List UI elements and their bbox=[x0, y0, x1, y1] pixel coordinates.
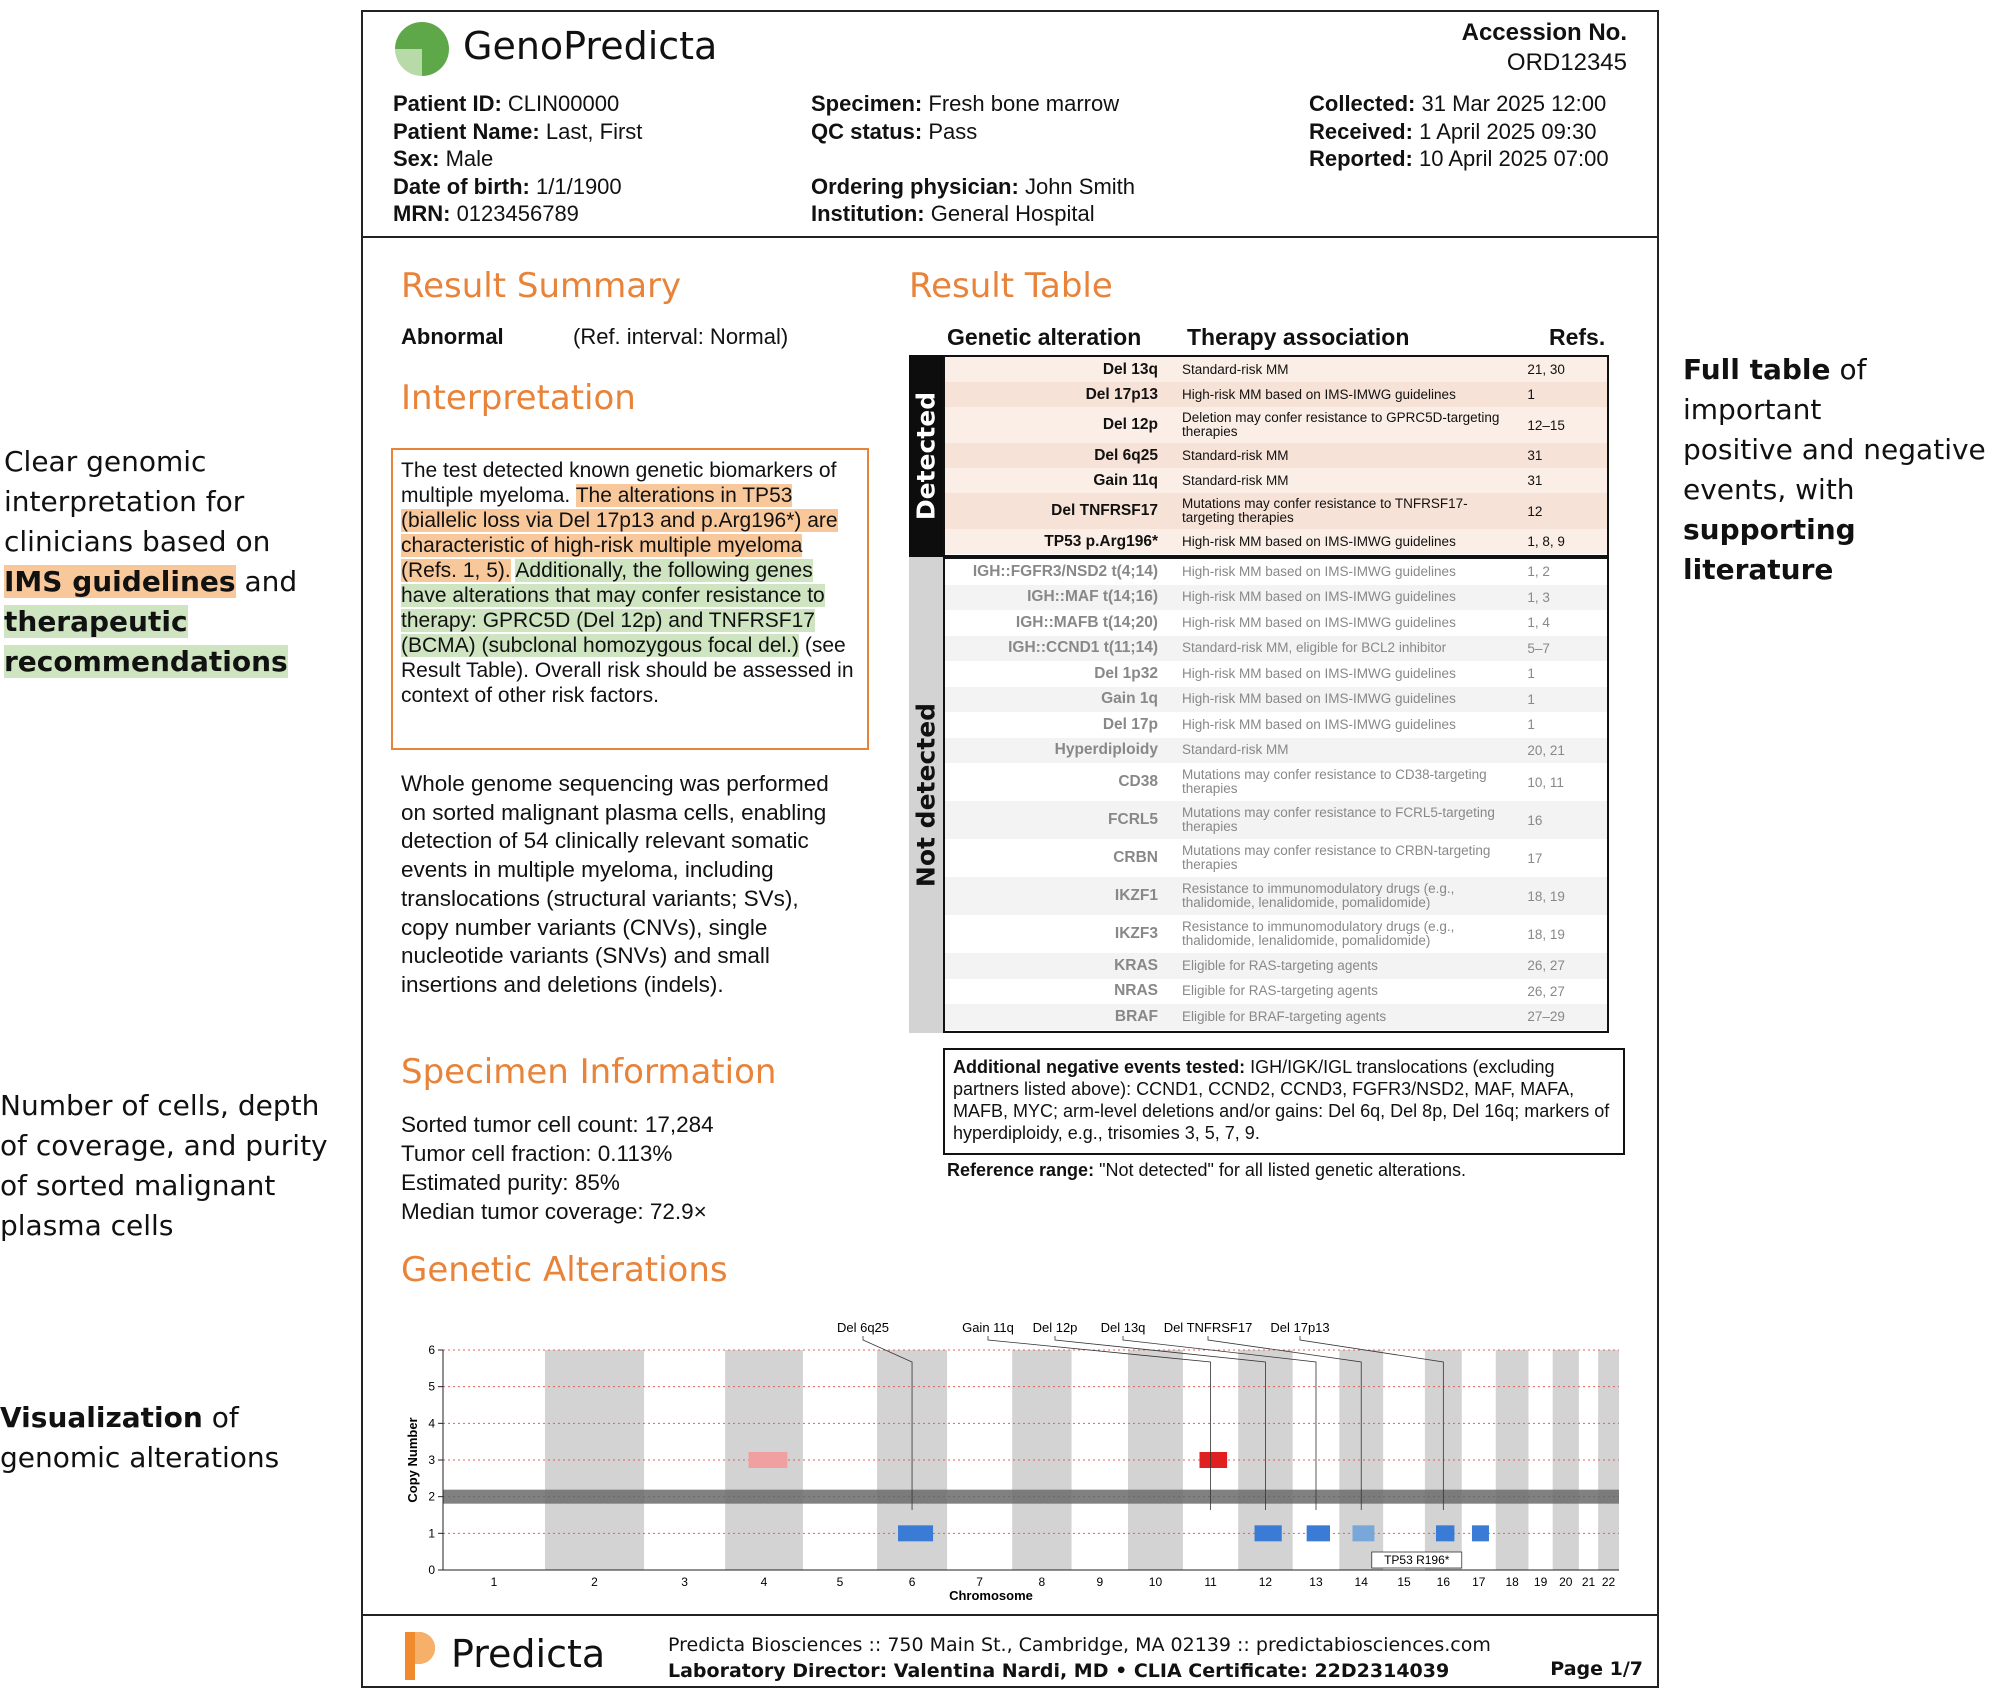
annotation-label: Del 6q25 bbox=[836, 1320, 890, 1335]
alteration-cell: IGH::MAF t(14;16) bbox=[1027, 588, 1158, 606]
alteration-cell: Del 1p32 bbox=[1094, 664, 1158, 682]
annotation-visualization bbox=[0, 1398, 320, 1478]
refs-cell: 20, 21 bbox=[1527, 742, 1565, 758]
page-number: Page 1/7 bbox=[1550, 1658, 1643, 1680]
sex: Male bbox=[445, 146, 494, 171]
therapy-cell: Standard-risk MM bbox=[1181, 361, 1289, 377]
qc-status: Pass bbox=[928, 118, 978, 144]
x-tick-label: 2 bbox=[591, 1575, 598, 1589]
annotation-highlight-therapeutic: therapeutic bbox=[4, 605, 188, 638]
annotation-line: genomic alterations bbox=[0, 1441, 280, 1474]
table-row bbox=[945, 738, 1607, 764]
footer-address bbox=[668, 1632, 1491, 1684]
y-tick-label: 1 bbox=[428, 1526, 435, 1541]
therapy-cell: High-risk MM based on IMS-IMWG guidelines bbox=[1181, 614, 1456, 630]
footer-address-line: Predicta Biosciences :: 750 Main St., Cambridge, MA 02139 :: predictabiosciences.com bbox=[668, 1634, 1491, 1656]
alteration-cell: KRAS bbox=[1114, 956, 1158, 974]
refs-cell: 31 bbox=[1527, 473, 1543, 488]
cnv-segment bbox=[1199, 1452, 1227, 1468]
result-ref: (Ref. interval: Normal) bbox=[573, 324, 789, 349]
refs-cell: 1 bbox=[1527, 717, 1535, 733]
label: Date of birth: bbox=[393, 173, 530, 199]
refs-cell: 18, 19 bbox=[1527, 888, 1565, 904]
report-page bbox=[361, 10, 1659, 1688]
table-row bbox=[945, 636, 1607, 662]
table-row bbox=[945, 529, 1607, 554]
footer-divider bbox=[363, 1614, 1657, 1616]
alteration-cell: IKZF3 bbox=[1114, 925, 1158, 942]
x-tick-label: 7 bbox=[976, 1575, 983, 1589]
dob: 1/1/1900 bbox=[536, 173, 622, 199]
therapy-cell: High-risk MM based on IMS-IMWG guidelines bbox=[1181, 386, 1456, 402]
refs-cell: 1 bbox=[1527, 387, 1535, 402]
x-tick-label: 13 bbox=[1309, 1575, 1323, 1589]
patient-id: CLIN00000 bbox=[507, 91, 620, 116]
therapy-cell: High-risk MM based on IMS-IMWG guidelines bbox=[1181, 691, 1456, 707]
annotation-label: Gain 11q bbox=[962, 1320, 1014, 1335]
annotation-line: interpretation for bbox=[4, 485, 245, 518]
chromosome-band bbox=[1012, 1350, 1071, 1570]
label: Institution: bbox=[811, 201, 925, 226]
detected-label bbox=[909, 355, 943, 557]
col-refs: Refs. bbox=[1549, 324, 1606, 350]
x-tick-label: 20 bbox=[1559, 1575, 1573, 1589]
cnv-segment bbox=[1307, 1525, 1330, 1541]
label: Sex: bbox=[393, 146, 440, 171]
y-tick-label: 4 bbox=[428, 1416, 435, 1431]
label: Specimen: bbox=[811, 91, 923, 116]
y-axis-label: Copy Number bbox=[405, 1417, 420, 1503]
interp-highlight-therapy: Additionally, the following genes have alterations that may confer resistance to therapy: GPRC5D (Del 12p) and TNFRSF17 (BCMA) (subclonal homozygous focal del.) bbox=[401, 559, 825, 657]
alteration-cell: TP53 p.Arg196* bbox=[1044, 532, 1158, 550]
therapy-cell: High-risk MM based on IMS-IMWG guidelines bbox=[1181, 665, 1456, 681]
table-row bbox=[945, 468, 1607, 493]
tumor-fraction: Tumor cell fraction: 0.113% bbox=[401, 1141, 673, 1166]
x-axis-label: Chromosome bbox=[949, 1588, 1033, 1602]
table-row bbox=[945, 585, 1607, 611]
therapy-cell: Standard-risk MM bbox=[1181, 447, 1289, 463]
annotation-line: and bbox=[244, 565, 298, 598]
therapy-cell: Standard-risk MM bbox=[1181, 472, 1289, 488]
table-row bbox=[945, 953, 1607, 979]
therapy-cell: Standard-risk MM, eligible for BCL2 inhibitor bbox=[1181, 640, 1447, 656]
x-tick-label: 21 bbox=[1581, 1575, 1596, 1589]
x-tick-label: 8 bbox=[1038, 1575, 1046, 1589]
therapy-cell: Eligible for RAS-targeting agents bbox=[1181, 957, 1378, 973]
x-tick-label: 16 bbox=[1436, 1575, 1451, 1589]
label: QC status: bbox=[811, 118, 923, 144]
result-table-title: Result Table bbox=[909, 266, 1113, 306]
negative-events-box bbox=[943, 1048, 1625, 1155]
annotation-line: positive and negative bbox=[1683, 433, 1986, 466]
alteration-cell: CRBN bbox=[1113, 849, 1158, 866]
specimen-info bbox=[811, 90, 1135, 228]
alteration-cell: Hyperdiploidy bbox=[1054, 741, 1158, 759]
received-date: 1 April 2025 09:30 bbox=[1419, 118, 1597, 144]
annotation-line: events, with bbox=[1683, 473, 1855, 506]
x-tick-label: 18 bbox=[1505, 1575, 1519, 1589]
refs-cell: 26, 27 bbox=[1527, 983, 1565, 999]
alteration-cell: IGH::CCND1 t(11;14) bbox=[1008, 639, 1158, 657]
interp-highlight-risk: The alterations in TP53 (biallelic loss via Del 17p13 and p.Arg196*) are characteristic of high-risk multiple myeloma (Refs. 1, 5). bbox=[401, 484, 838, 582]
cnv-segment bbox=[1472, 1525, 1489, 1541]
x-tick-label: 5 bbox=[836, 1575, 844, 1589]
not-detected-label bbox=[909, 557, 943, 1033]
alteration-cell: Gain 1q bbox=[1101, 690, 1158, 708]
alteration-cell: Del 12p bbox=[1102, 416, 1158, 433]
table-row bbox=[945, 801, 1607, 839]
y-tick-label: 6 bbox=[428, 1343, 435, 1357]
institution: General Hospital bbox=[930, 201, 1095, 226]
table-row bbox=[945, 661, 1607, 687]
cnv-segment bbox=[1255, 1525, 1282, 1541]
table-row bbox=[945, 493, 1607, 529]
annotation-line: of coverage, and purity bbox=[0, 1129, 328, 1162]
alteration-cell: IKZF1 bbox=[1114, 887, 1158, 904]
label: MRN: bbox=[393, 201, 451, 226]
negative-events-label: Additional negative events tested: bbox=[953, 1057, 1246, 1077]
alteration-cell: IGH::MAFB t(14;20) bbox=[1015, 613, 1158, 631]
refs-cell: 1 bbox=[1527, 691, 1535, 707]
refs-cell: 18, 19 bbox=[1527, 926, 1565, 942]
table-row bbox=[945, 382, 1607, 407]
label: Patient ID: bbox=[393, 91, 502, 116]
detected-label-text: Detected bbox=[911, 391, 941, 521]
cnv-segment bbox=[898, 1525, 933, 1541]
x-tick-label: 19 bbox=[1533, 1575, 1548, 1589]
x-tick-label: 4 bbox=[760, 1575, 768, 1589]
specimen-details bbox=[401, 1110, 714, 1226]
label: Reported: bbox=[1309, 146, 1413, 171]
annotation-line: of sorted malignant bbox=[0, 1169, 276, 1202]
copy-number-chart bbox=[403, 1312, 1633, 1602]
genetic-alterations-title: Genetic Alterations bbox=[401, 1250, 728, 1290]
annotation-bold: Full table bbox=[1683, 353, 1831, 386]
x-tick-label: 17 bbox=[1472, 1575, 1486, 1589]
refs-cell: 10, 11 bbox=[1527, 774, 1564, 790]
wgs-description: Whole genome sequencing was performed on sorted malignant plasma cells, enabling detection of 54 clinically relevant somatic events in multiple myeloma, including translocations (structural variants; SVs), copy number variants (CNVs), single nucleotide variants (SNVs) and small insertions and deletions (indels). bbox=[401, 771, 829, 997]
footer-director-line: Laboratory Director: Valentina Nardi, MD • CLIA Certificate: 22D2314039 bbox=[668, 1660, 1450, 1682]
refs-cell: 16 bbox=[1527, 812, 1543, 828]
specimen: Fresh bone marrow bbox=[928, 91, 1120, 116]
patient-info bbox=[393, 90, 642, 228]
label: Ordering physician: bbox=[811, 173, 1019, 199]
refs-cell: 1, 4 bbox=[1527, 615, 1550, 631]
brand-name: GenoPredicta bbox=[463, 24, 718, 68]
therapy-cell: Resistance to immunomodulatory drugs (e.g., thalidomide, lenalidomide, pomalidomide) bbox=[1181, 881, 1455, 910]
accession-value: ORD12345 bbox=[1506, 49, 1627, 76]
annotation-interpretation bbox=[4, 442, 304, 682]
table-row bbox=[945, 687, 1607, 713]
alteration-cell: IGH::FGFR3/NSD2 t(4;14) bbox=[972, 562, 1158, 580]
not-detected-label-text: Not detected bbox=[911, 702, 941, 887]
y-tick-label: 2 bbox=[428, 1489, 435, 1504]
therapy-cell: High-risk MM based on IMS-IMWG guidelines bbox=[1181, 589, 1456, 605]
x-tick-label: 11 bbox=[1204, 1575, 1217, 1589]
collected-date: 31 Mar 2025 12:00 bbox=[1421, 91, 1607, 116]
annotation-line: plasma cells bbox=[0, 1209, 174, 1242]
alteration-cell: CD38 bbox=[1118, 773, 1158, 790]
label: Received: bbox=[1309, 118, 1413, 144]
y-tick-label: 0 bbox=[428, 1563, 435, 1577]
x-tick-label: 12 bbox=[1258, 1575, 1273, 1589]
x-tick-label: 10 bbox=[1148, 1575, 1163, 1589]
reference-range bbox=[947, 1160, 1466, 1181]
interp-text: (see Result Table). Overall risk should be assessed in context of other risk factors. bbox=[401, 634, 854, 707]
therapy-cell: Mutations may confer resistance to CRBN-targeting therapies bbox=[1181, 843, 1491, 872]
col-genetic-alteration: Genetic alteration bbox=[947, 324, 1142, 350]
not-detected-group bbox=[909, 557, 1609, 1033]
annotation-label: Del 13q bbox=[1100, 1320, 1146, 1335]
annotation-label: Del 17p13 bbox=[1270, 1320, 1330, 1335]
detected-rows bbox=[943, 355, 1609, 557]
tp53-label: TP53 R196* bbox=[1384, 1553, 1450, 1567]
table-row bbox=[945, 407, 1607, 443]
x-tick-label: 14 bbox=[1354, 1575, 1368, 1589]
alteration-cell: FCRL5 bbox=[1108, 811, 1158, 828]
refs-cell: 5–7 bbox=[1527, 640, 1550, 656]
table-row bbox=[945, 915, 1607, 953]
baseline-band bbox=[443, 1490, 1619, 1504]
alteration-cell: NRAS bbox=[1114, 982, 1158, 1000]
patient-name: Last, First bbox=[545, 118, 643, 144]
physician: John Smith bbox=[1024, 173, 1136, 199]
detected-group bbox=[909, 355, 1609, 557]
alteration-cell: Del 6q25 bbox=[1094, 446, 1158, 464]
cnv-segment bbox=[748, 1452, 787, 1468]
annotation-line: of bbox=[211, 1401, 239, 1434]
refs-cell: 12 bbox=[1527, 503, 1543, 519]
therapy-cell: Mutations may confer resistance to FCRL5-targeting therapies bbox=[1181, 805, 1495, 834]
label: Patient Name: bbox=[393, 118, 540, 144]
x-tick-label: 6 bbox=[908, 1575, 916, 1589]
y-tick-label: 3 bbox=[428, 1453, 435, 1467]
interpretation-title: Interpretation bbox=[401, 378, 636, 418]
accession bbox=[1462, 18, 1627, 78]
refs-cell: 12–15 bbox=[1527, 417, 1565, 433]
therapy-cell: High-risk MM based on IMS-IMWG guidelines bbox=[1181, 716, 1456, 732]
table-row bbox=[945, 839, 1607, 877]
cell-count: Sorted tumor cell count: 17,284 bbox=[401, 1112, 714, 1137]
table-row bbox=[945, 763, 1607, 801]
accession-label: Accession No. bbox=[1461, 19, 1627, 46]
alteration-cell: Del TNFRSF17 bbox=[1051, 502, 1158, 519]
refs-cell: 26, 27 bbox=[1527, 958, 1565, 974]
annotation-line: Number of cells, depth bbox=[0, 1089, 320, 1122]
annotation-specimen bbox=[0, 1086, 340, 1246]
header-divider bbox=[363, 236, 1657, 238]
refs-cell: 1, 8, 9 bbox=[1527, 534, 1565, 549]
table-row bbox=[945, 712, 1607, 738]
negative-events-text: IGH/IGK/IGL translocations (excluding partners listed above): CCND1, CCND2, CCND3, FGFR3/NSD2, MAF, MAFA, MAFB, MYC; arm-level deletions and/or gains: Del 6q, Del 8p, Del 16q; markers of hyperdiploidy, e.g., trisomies 3, 5, 7, 9. bbox=[953, 1057, 1610, 1143]
table-row bbox=[945, 443, 1607, 468]
coverage: Median tumor coverage: 72.9× bbox=[401, 1199, 707, 1224]
refs-cell: 27–29 bbox=[1527, 1009, 1565, 1025]
x-tick-label: 22 bbox=[1601, 1575, 1616, 1589]
table-row bbox=[945, 559, 1607, 585]
refs-cell: 1 bbox=[1527, 666, 1535, 682]
table-row bbox=[945, 357, 1607, 382]
reported-date: 10 April 2025 07:00 bbox=[1419, 146, 1609, 171]
alteration-cell: Del 17p bbox=[1102, 715, 1158, 733]
alteration-cell: Del 13q bbox=[1102, 360, 1158, 378]
x-tick-label: 9 bbox=[1096, 1575, 1104, 1589]
therapy-cell: Mutations may confer resistance to TNFRSF17-targeting therapies bbox=[1181, 496, 1468, 525]
reference-range-label: Reference range: bbox=[947, 1160, 1095, 1180]
annotation-highlight-recommendations: recommendations bbox=[4, 645, 288, 678]
therapy-cell: Standard-risk MM bbox=[1181, 742, 1289, 758]
annotation-bold: supporting literature bbox=[1683, 513, 1856, 586]
interpretation-box bbox=[391, 448, 869, 750]
annotation-highlight-ims: IMS guidelines bbox=[4, 565, 236, 598]
col-therapy-association: Therapy association bbox=[1187, 324, 1410, 350]
alteration-cell: Gain 11q bbox=[1093, 471, 1158, 489]
refs-cell: 31 bbox=[1527, 448, 1543, 463]
annotation-line: Clear genomic bbox=[4, 445, 207, 478]
table-row bbox=[945, 1004, 1607, 1030]
result-summary-title: Result Summary bbox=[401, 266, 682, 306]
annotation-line: clinicians based on bbox=[4, 525, 271, 558]
annotation-table bbox=[1683, 350, 2000, 590]
x-tick-label: 3 bbox=[681, 1575, 688, 1589]
annotation-label: Del TNFRSF17 bbox=[1163, 1320, 1253, 1335]
predicta-logo-icon bbox=[401, 1630, 437, 1682]
cnv-segment bbox=[1436, 1525, 1454, 1541]
x-tick-label: 1 bbox=[490, 1575, 498, 1589]
cnv-segment bbox=[1352, 1525, 1374, 1541]
y-tick-label: 5 bbox=[428, 1379, 435, 1394]
therapy-cell: Deletion may confer resistance to GPRC5D-targeting therapies bbox=[1181, 410, 1500, 439]
table-row bbox=[945, 610, 1607, 636]
annotation-bold: Visualization bbox=[0, 1401, 203, 1434]
x-tick-label: 15 bbox=[1397, 1575, 1411, 1589]
therapy-cell: Resistance to immunomodulatory drugs (e.g., thalidomide, lenalidomide, pomalidomide) bbox=[1181, 919, 1455, 948]
purity: Estimated purity: 85% bbox=[401, 1170, 620, 1195]
mrn: 0123456789 bbox=[456, 201, 579, 226]
alteration-cell: BRAF bbox=[1114, 1007, 1158, 1025]
refs-cell: 1, 3 bbox=[1527, 589, 1550, 605]
annotation-label: Del 12p bbox=[1032, 1320, 1078, 1335]
refs-cell: 21, 30 bbox=[1527, 362, 1565, 377]
interp-text: The test detected known genetic biomarkers of multiple myeloma. bbox=[401, 459, 837, 507]
therapy-cell: High-risk MM based on IMS-IMWG guidelines bbox=[1181, 563, 1456, 579]
therapy-cell: High-risk MM based on IMS-IMWG guidelines bbox=[1181, 533, 1456, 549]
therapy-cell: Eligible for RAS-targeting agents bbox=[1181, 983, 1378, 999]
not-detected-rows bbox=[943, 557, 1609, 1033]
genopredicta-logo-icon bbox=[393, 20, 451, 78]
refs-cell: 1, 2 bbox=[1527, 564, 1550, 580]
specimen-information-title: Specimen Information bbox=[401, 1052, 777, 1092]
alteration-cell: Del 17p13 bbox=[1085, 385, 1158, 403]
refs-cell: 17 bbox=[1527, 850, 1543, 866]
footer-brand: Predicta bbox=[451, 1632, 606, 1676]
result-value: Abnormal bbox=[401, 324, 504, 349]
label: Collected: bbox=[1309, 91, 1416, 116]
dates-info bbox=[1309, 90, 1609, 173]
therapy-cell: Eligible for BRAF-targeting agents bbox=[1181, 1008, 1387, 1024]
table-row bbox=[945, 979, 1607, 1005]
reference-range-text: "Not detected" for all listed genetic alterations. bbox=[1094, 1160, 1467, 1180]
table-row bbox=[945, 877, 1607, 915]
annotation-line: of important bbox=[1683, 353, 1867, 426]
therapy-cell: Mutations may confer resistance to CD38-targeting therapies bbox=[1181, 767, 1487, 796]
